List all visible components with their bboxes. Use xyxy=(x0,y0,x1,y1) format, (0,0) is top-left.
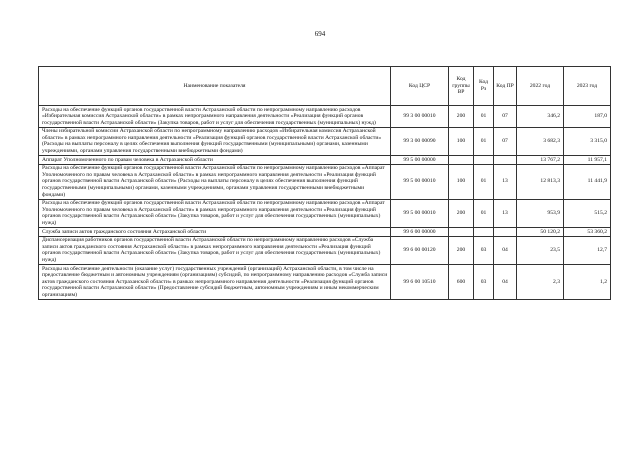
table-row xyxy=(39,199,611,227)
row-2023: 11 441,9 xyxy=(564,164,611,199)
row-2023: 515,2 xyxy=(564,199,611,227)
row-pr: 04 xyxy=(494,236,517,264)
row-rz: 03 xyxy=(474,265,494,300)
row-2022: 3 682,3 xyxy=(517,127,564,155)
row-csr: 99 5 00 00000 xyxy=(391,156,449,165)
row-pr: 07 xyxy=(494,127,517,155)
table-row xyxy=(39,236,611,264)
row-name: Диспансеризация работников органов государственной власти Астраханской области по непрограммному направлению расходов «Служба записи актов гражданского состояния Астраханской области» в рамках непрограммного направления деятельности «Реализация функций органов государственной власти Астраханской области» (Закупка товаров, работ и услуг для обеспечения государственных (муниципальных) нужд) xyxy=(39,236,391,264)
table-row xyxy=(39,265,611,300)
row-vr xyxy=(449,228,474,237)
row-csr: 99 6 00 00000 xyxy=(391,228,449,237)
row-csr: 99 5 00 00010 xyxy=(391,199,449,227)
row-2022: 50 120,2 xyxy=(517,228,564,237)
row-2023: 3 315,0 xyxy=(564,127,611,155)
row-csr: 99 6 00 10510 xyxy=(391,265,449,300)
row-name: Расходы на обеспечение функций органов государственной власти Астраханской области по непрограммному направлению расходов «Избирательная комиссия Астраханской области» в рамках непрограммного направления деятельности «Реализация функций органов государственной власти Астраханской области» (Закупка товаров, работ и услуг для обеспечения государственных (муниципальных) нужд) xyxy=(39,106,391,128)
row-2022: 953,9 xyxy=(517,199,564,227)
row-2023: 1,2 xyxy=(564,265,611,300)
row-vr: 200 xyxy=(449,199,474,227)
row-csr: 99 6 00 00120 xyxy=(391,236,449,264)
row-2022: 13 767,2 xyxy=(517,156,564,165)
row-vr: 100 xyxy=(449,164,474,199)
header-name: Наименование показателя xyxy=(39,67,391,106)
header-2023: 2023 год xyxy=(564,67,611,106)
header-pr: Код ПР xyxy=(494,67,517,106)
row-name: Расходы на обеспечение функций органов государственной власти Астраханской области по непрограммному направлению расходов «Аппарат Уполномоченного по правам человека в Астраханской области» в рамках непрограммного направления деятельности «Реализация функций органов государственной власти Астраханской области» (Расходы на выплаты персоналу в целях обеспечения выполнения функций государственными (муниципальными) органами, казенными учреждениями, органами управления государственными внебюджетными фондами) xyxy=(39,164,391,199)
row-2023: 53 360,2 xyxy=(564,228,611,237)
header-csr: Код ЦСР xyxy=(391,67,449,106)
row-name: Служба записи актов гражданского состояния Астраханской области xyxy=(39,228,391,237)
page-number: 694 xyxy=(314,30,326,38)
table-row xyxy=(39,156,611,165)
header-vr: Код группы ВР xyxy=(449,67,474,106)
row-vr xyxy=(449,156,474,165)
row-rz: 01 xyxy=(474,127,494,155)
row-2022: 346,2 xyxy=(517,106,564,128)
table-row xyxy=(39,164,611,199)
budget-table xyxy=(38,66,611,300)
row-2022: 2,3 xyxy=(517,265,564,300)
row-pr: 13 xyxy=(494,164,517,199)
row-2023: 187,0 xyxy=(564,106,611,128)
row-csr: 99 3 00 00090 xyxy=(391,127,449,155)
table-row xyxy=(39,228,611,237)
row-vr: 200 xyxy=(449,236,474,264)
row-csr: 99 3 00 00010 xyxy=(391,106,449,128)
row-pr xyxy=(494,156,517,165)
row-csr: 99 5 00 00010 xyxy=(391,164,449,199)
row-2022: 23,5 xyxy=(517,236,564,264)
row-pr xyxy=(494,228,517,237)
row-pr: 07 xyxy=(494,106,517,128)
row-rz: 01 xyxy=(474,164,494,199)
row-pr: 04 xyxy=(494,265,517,300)
row-2022: 12 813,3 xyxy=(517,164,564,199)
row-pr: 13 xyxy=(494,199,517,227)
row-rz xyxy=(474,156,494,165)
header-2022: 2022 год xyxy=(517,67,564,106)
row-name: Члены избирательной комиссии Астраханской области по непрограммному направлению расходов «Избирательная комиссия Астраханской области» в рамках непрограммного направления деятельности «Реализация функций органов государственной власти Астраханской области» (Расходы на выплаты персоналу в целях обеспечения выполнения функций государственными (муниципальными) органами, казенными учреждениями, органами управления государственными внебюджетными фондами) xyxy=(39,127,391,155)
row-vr: 100 xyxy=(449,127,474,155)
row-rz xyxy=(474,228,494,237)
row-2023: 11 957,1 xyxy=(564,156,611,165)
row-rz: 01 xyxy=(474,106,494,128)
row-rz: 03 xyxy=(474,236,494,264)
header-rz: Код Рз xyxy=(474,67,494,106)
table-row xyxy=(39,127,611,155)
row-name: Расходы на обеспечение деятельности (оказание услуг) государственных учреждений (организаций) Астраханской области, в том числе на предоставление бюджетным и автономным учреждениям (организациям) субсидий, по непрограммному направлению расходов «Служба записи актов гражданского состояния Астраханской области» в рамках непрограммного направления деятельности «Реализация функций органов государственной власти Астраханской области» (Предоставление субсидий бюджетным, автономным учреждениям и иным некоммерческим организациям) xyxy=(39,265,391,300)
row-vr: 200 xyxy=(449,106,474,128)
table-header-row xyxy=(39,67,611,106)
row-rz: 01 xyxy=(474,199,494,227)
row-2023: 12,7 xyxy=(564,236,611,264)
row-name: Расходы на обеспечение функций органов государственной власти Астраханской области по непрограммному направлению расходов «Аппарат Уполномоченного по правам человека в Астраханской области» в рамках непрограммного направления деятельности «Реализация функций органов государственной власти Астраханской области» (Закупка товаров, работ и услуг для обеспечения государственных (муниципальных) нужд) xyxy=(39,199,391,227)
row-vr: 600 xyxy=(449,265,474,300)
row-name: Аппарат Уполномоченного по правам человека в Астраханской области xyxy=(39,156,391,165)
table-row xyxy=(39,106,611,128)
